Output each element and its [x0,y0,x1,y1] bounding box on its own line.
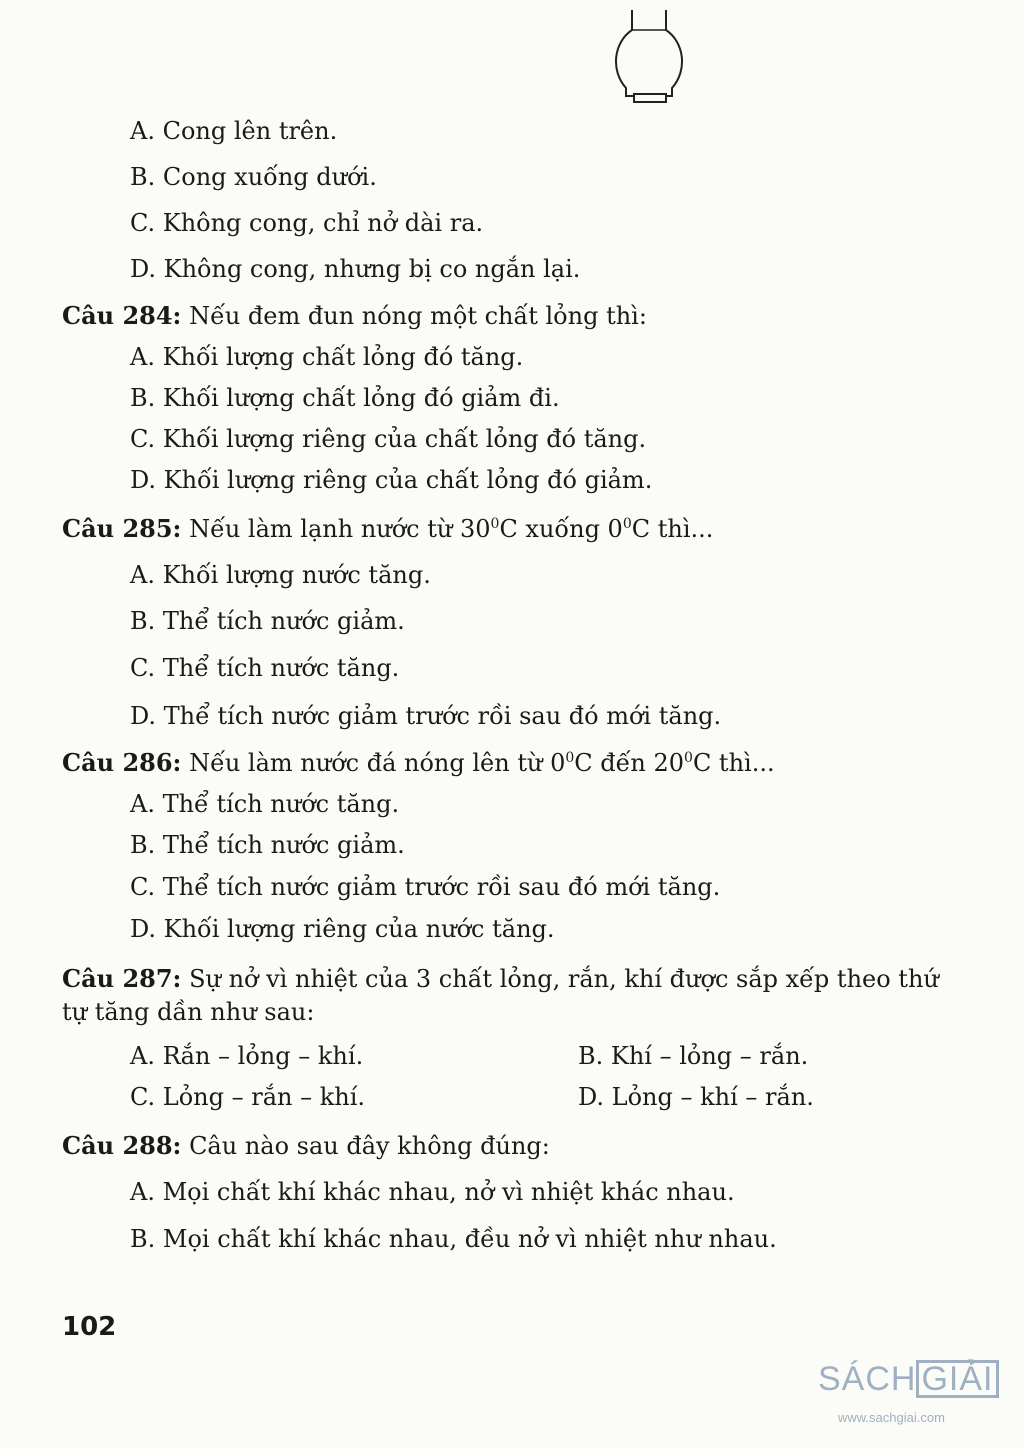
q285-sup-b: 0 [622,516,632,532]
watermark-logo-box: GIẢI [916,1360,998,1398]
q285-label: Câu 285: [62,514,182,543]
q284-text: Nếu đem đun nóng một chất lỏng thì: [189,302,647,330]
q287-label: Câu 287: [62,964,182,993]
q284-label: Câu 284: [62,301,182,330]
q285-option-b: B. Thể tích nước giảm. [130,607,405,635]
q285-text-c: C thì... [631,515,714,543]
q287-option-d: D. Lỏng – khí – rắn. [578,1083,814,1111]
q286-option-d: D. Khối lượng riêng của nước tăng. [130,915,555,943]
q288-option-a: A. Mọi chất khí khác nhau, nở vì nhiệt khác nhau. [130,1178,735,1206]
q284-option-b: B. Khối lượng chất lỏng đó giảm đi. [130,384,560,412]
page-number: 102 [62,1312,117,1342]
q288-stem [62,1131,550,1161]
q286-sup-a: 0 [565,750,575,766]
q285-text-a: Nếu làm lạnh nước từ 30 [189,515,491,543]
q285-sup-a: 0 [490,516,500,532]
q288-label: Câu 288: [62,1131,182,1160]
q286-sup-b: 0 [684,750,693,766]
q286-label: Câu 286: [62,748,182,777]
q287-text-line2: tự tăng dần như sau: [62,998,315,1026]
q286-text-a: Nếu làm nước đá nóng lên từ 0 [189,749,566,777]
q285-option-d: D. Thể tích nước giảm trước rồi sau đó mới tăng. [130,702,722,730]
q285-stem [62,514,713,544]
q286-stem [62,748,775,778]
watermark-url: www.sachgiai.com [838,1410,945,1425]
q283-option-b: B. Cong xuống dưới. [130,163,377,191]
q283-option-d: D. Không cong, nhưng bị co ngắn lại. [130,255,581,283]
q288-text: Câu nào sau đây không đúng: [189,1132,550,1160]
q286-option-c: C. Thể tích nước giảm trước rồi sau đó mới tăng. [130,873,721,901]
q287-option-b: B. Khí – lỏng – rắn. [578,1042,809,1070]
q285-text-b: C xuống 0 [499,515,623,543]
q283-option-a: A. Cong lên trên. [130,117,338,145]
flask-figure [612,8,692,104]
q284-option-d: D. Khối lượng riêng của chất lỏng đó giảm. [130,466,653,494]
q287-option-c: C. Lỏng – rắn – khí. [130,1083,366,1111]
q288-option-b: B. Mọi chất khí khác nhau, đều nở vì nhiệt như nhau. [130,1225,777,1253]
q283-option-c: C. Không cong, chỉ nở dài ra. [130,209,484,237]
q287-text-line1: Sự nở vì nhiệt của 3 chất lỏng, rắn, khí được sắp xếp theo thứ [189,965,939,993]
q286-text-b: C đến 20 [574,749,685,777]
q284-option-c: C. Khối lượng riêng của chất lỏng đó tăng. [130,425,647,453]
q287-option-a: A. Rắn – lỏng – khí. [130,1042,364,1070]
q286-option-a: A. Thể tích nước tăng. [130,790,400,818]
watermark-logo [818,1360,999,1399]
q287-stem [62,964,939,994]
q284-option-a: A. Khối lượng chất lỏng đó tăng. [130,343,524,371]
watermark [818,1360,1018,1440]
q286-text-c: C thì... [692,749,775,777]
q286-option-b: B. Thể tích nước giảm. [130,831,405,859]
q284-stem [62,301,647,331]
q285-option-c: C. Thể tích nước tăng. [130,654,400,682]
q285-option-a: A. Khối lượng nước tăng. [130,561,431,589]
watermark-logo-left: SÁCH [818,1360,917,1398]
